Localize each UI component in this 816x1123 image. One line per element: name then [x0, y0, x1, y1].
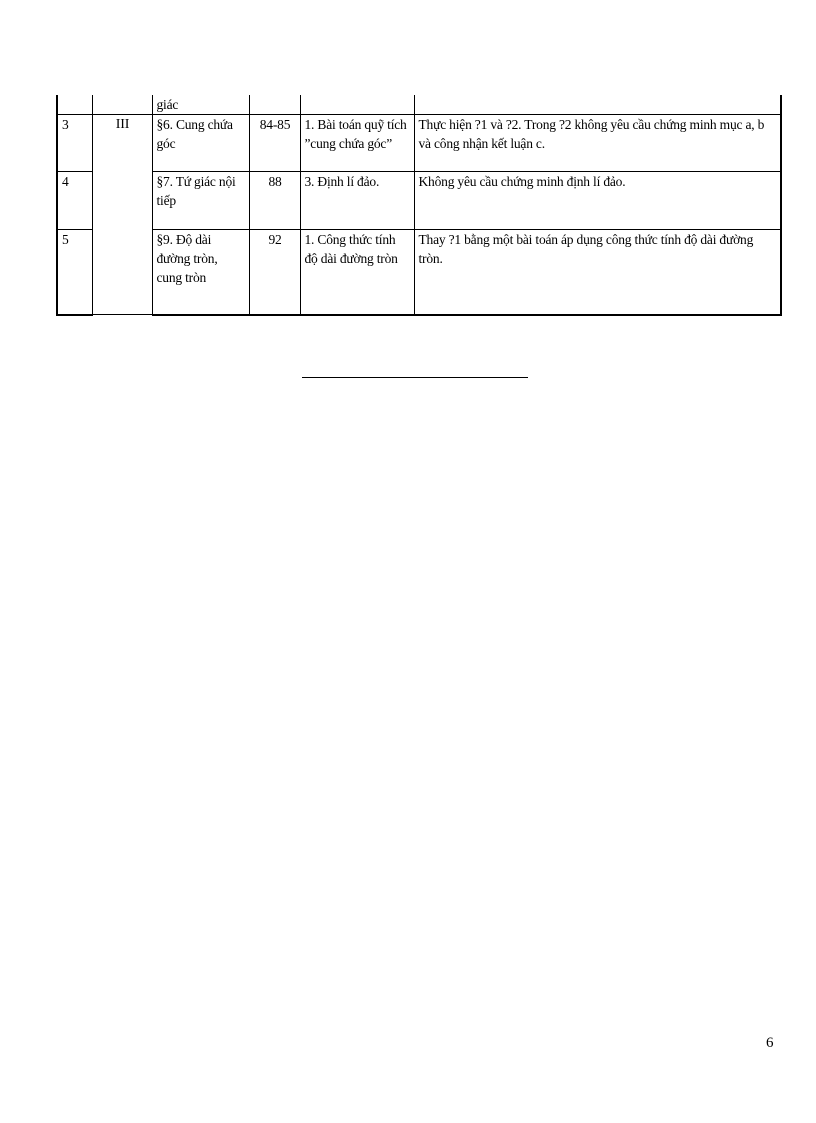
note-cell	[414, 95, 781, 115]
section-cell	[152, 95, 249, 115]
pages-cell: 88	[249, 172, 300, 230]
separator-line	[302, 377, 528, 378]
pages-cell: 92	[249, 230, 300, 315]
content-cell	[300, 95, 414, 115]
section-cell: §7. Tứ giác nội tiếp	[152, 172, 249, 230]
pages-cell: 84-85	[249, 115, 300, 172]
table-row	[57, 172, 781, 230]
pages-cell	[249, 95, 300, 115]
page-number: 6	[766, 1035, 774, 1051]
content-cell: 3. Định lí đảo.	[300, 172, 414, 230]
chapter-cell	[92, 95, 152, 115]
content-cell: 1. Bài toán quỹ tích ”cung chứa góc”	[300, 115, 414, 172]
note-cell: Thay ?1 bằng một bài toán áp dụng công thức tính độ dài đường tròn.	[414, 230, 781, 315]
content-cell: 1. Công thức tính độ dài đường tròn	[300, 230, 414, 315]
note-cell: Thực hiện ?1 và ?2. Trong ?2 không yêu cầu chứng minh mục a, b và công nhận kết luận c.	[414, 115, 781, 172]
table-row	[57, 230, 781, 315]
table-row-continued	[57, 95, 781, 115]
section-tail-text: giác	[156, 97, 179, 112]
stt-cell: 5	[57, 230, 92, 315]
section-cell: §9. Độ dài đường tròn, cung tròn	[152, 230, 249, 315]
section-cell: §6. Cung chứa góc	[152, 115, 249, 172]
chapter-cell: III	[92, 115, 152, 315]
stt-cell: 4	[57, 172, 92, 230]
stt-cell: 3	[57, 115, 92, 172]
curriculum-table	[56, 95, 782, 316]
note-cell: Không yêu cầu chứng minh định lí đảo.	[414, 172, 781, 230]
table-row	[57, 115, 781, 172]
stt-cell	[57, 95, 92, 115]
